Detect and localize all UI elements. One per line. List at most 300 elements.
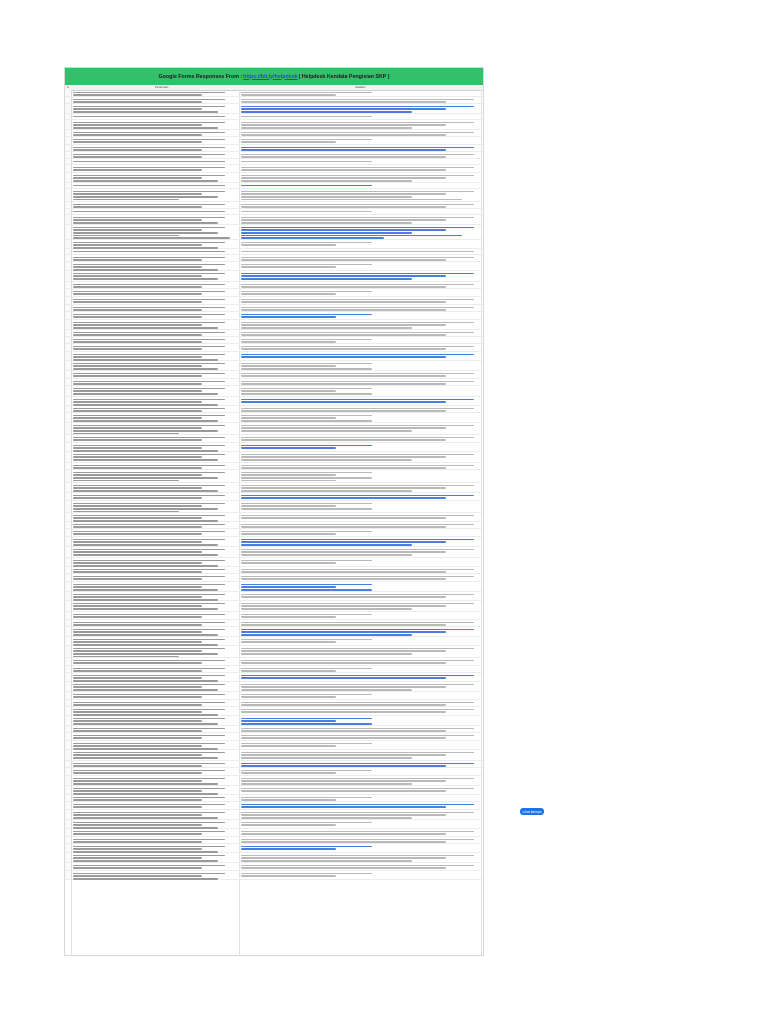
- answer-cell[interactable]: [241, 674, 479, 680]
- column-c-header[interactable]: Jawaban: [355, 86, 366, 89]
- answer-cell[interactable]: [241, 821, 479, 827]
- table-row[interactable]: [65, 786, 483, 795]
- text-line: [73, 641, 202, 643]
- answer-cell[interactable]: [241, 226, 479, 241]
- answer-cell[interactable]: [241, 387, 479, 396]
- table-row[interactable]: [65, 761, 483, 768]
- table-row[interactable]: [65, 483, 483, 493]
- answer-cell[interactable]: [241, 98, 479, 104]
- table-row[interactable]: [65, 90, 483, 97]
- answer-cell[interactable]: [241, 345, 479, 351]
- answer-cell[interactable]: [241, 872, 479, 878]
- question-cell[interactable]: [73, 647, 238, 659]
- text-line: [73, 605, 202, 607]
- table-row[interactable]: [65, 802, 483, 810]
- table-row[interactable]: [65, 574, 483, 582]
- table-row[interactable]: [65, 582, 483, 592]
- answer-cell[interactable]: [241, 693, 479, 699]
- answer-cell[interactable]: [241, 436, 479, 442]
- answer-cell[interactable]: [241, 362, 479, 371]
- question-cell[interactable]: [73, 777, 238, 786]
- question-cell[interactable]: [73, 762, 238, 768]
- text-line: [241, 415, 372, 417]
- question-cell[interactable]: [73, 91, 238, 97]
- question-cell[interactable]: [73, 98, 238, 104]
- question-cell[interactable]: [73, 146, 238, 152]
- answer-cell[interactable]: [241, 838, 479, 844]
- table-row[interactable]: [65, 820, 483, 829]
- answer-cell[interactable]: [241, 667, 479, 673]
- more-button[interactable]: Lihat lainnya: [520, 808, 544, 815]
- question-cell[interactable]: [73, 872, 238, 881]
- answer-cell[interactable]: [241, 256, 479, 262]
- row-number: [65, 337, 72, 343]
- table-row[interactable]: [65, 537, 483, 547]
- answer-cell[interactable]: [241, 407, 479, 413]
- answer-cell[interactable]: [241, 414, 479, 423]
- table-row[interactable]: [65, 352, 483, 361]
- table-row[interactable]: [65, 282, 483, 289]
- question-cell[interactable]: [73, 338, 238, 344]
- answer-cell[interactable]: [241, 762, 479, 768]
- question-cell[interactable]: [73, 854, 238, 863]
- answer-cell[interactable]: [241, 190, 479, 202]
- table-row[interactable]: [65, 741, 483, 750]
- question-cell[interactable]: [73, 272, 238, 281]
- answer-cell[interactable]: [241, 845, 479, 851]
- answer-cell[interactable]: [241, 471, 479, 483]
- answer-cell[interactable]: [241, 742, 479, 748]
- question-cell[interactable]: [73, 538, 238, 547]
- table-row[interactable]: [65, 337, 483, 344]
- table-row[interactable]: [65, 637, 483, 646]
- table-row[interactable]: [65, 750, 483, 761]
- table-row[interactable]: [65, 700, 483, 707]
- question-cell[interactable]: [73, 184, 238, 188]
- question-cell[interactable]: [73, 166, 238, 172]
- answer-cell[interactable]: [241, 283, 479, 289]
- answer-cell[interactable]: [241, 803, 479, 809]
- text-line: [241, 754, 446, 756]
- answer-cell[interactable]: [241, 464, 479, 470]
- question-cell[interactable]: [73, 464, 238, 470]
- table-row[interactable]: [65, 120, 483, 130]
- table-row[interactable]: [65, 592, 483, 601]
- answer-cell[interactable]: [241, 313, 479, 319]
- answer-cell[interactable]: [241, 105, 479, 114]
- table-row[interactable]: [65, 871, 483, 880]
- question-cell[interactable]: [73, 659, 238, 665]
- question-cell[interactable]: [73, 484, 238, 493]
- text-line: [73, 505, 202, 507]
- question-cell[interactable]: [73, 727, 238, 733]
- question-cell[interactable]: [73, 838, 238, 844]
- question-cell[interactable]: [73, 121, 238, 130]
- question-cell[interactable]: [73, 160, 238, 164]
- question-cell[interactable]: [73, 502, 238, 514]
- answer-cell[interactable]: [241, 502, 479, 511]
- text-line: [73, 196, 218, 198]
- table-row[interactable]: [65, 501, 483, 513]
- answer-cell[interactable]: [241, 751, 479, 760]
- table-row[interactable]: [65, 707, 483, 716]
- question-cell[interactable]: [73, 803, 238, 809]
- question-cell[interactable]: [73, 769, 238, 775]
- answer-cell[interactable]: [241, 811, 479, 820]
- question-cell[interactable]: [73, 864, 238, 870]
- text-line: [241, 480, 336, 482]
- answer-cell[interactable]: [241, 160, 479, 164]
- table-row[interactable]: [65, 255, 483, 262]
- question-cell[interactable]: [73, 250, 238, 254]
- answer-cell[interactable]: [241, 830, 479, 836]
- text-line: [73, 191, 225, 193]
- answer-cell[interactable]: [241, 628, 479, 637]
- question-cell[interactable]: [73, 387, 238, 396]
- answer-cell[interactable]: [241, 548, 479, 557]
- text-line: [241, 549, 474, 551]
- answer-cell[interactable]: [241, 538, 479, 547]
- text-line: [241, 737, 446, 739]
- question-cell[interactable]: [73, 216, 238, 225]
- text-line: [73, 237, 230, 239]
- question-cell[interactable]: [73, 701, 238, 707]
- answer-cell[interactable]: [241, 638, 479, 644]
- text-line: [73, 622, 225, 624]
- table-row[interactable]: [65, 225, 483, 240]
- question-cell[interactable]: [73, 530, 238, 536]
- question-cell[interactable]: [73, 621, 238, 627]
- table-row[interactable]: [65, 673, 483, 682]
- table-row[interactable]: [65, 397, 483, 406]
- table-row[interactable]: [65, 97, 483, 104]
- text-line: [241, 425, 474, 427]
- text-line: [73, 629, 225, 631]
- table-row[interactable]: [65, 423, 483, 435]
- table-row[interactable]: [65, 305, 483, 312]
- text-line: [73, 702, 225, 704]
- question-cell[interactable]: [73, 210, 238, 214]
- table-row[interactable]: [65, 776, 483, 786]
- answer-cell[interactable]: [241, 708, 479, 714]
- answer-cell[interactable]: [241, 338, 479, 344]
- table-row[interactable]: [65, 567, 483, 574]
- question-cell[interactable]: [73, 583, 238, 592]
- answer-cell[interactable]: [241, 613, 479, 619]
- question-cell[interactable]: [73, 811, 238, 820]
- text-line: [73, 812, 225, 814]
- row-number: [65, 750, 72, 760]
- table-row[interactable]: [65, 202, 483, 209]
- table-row[interactable]: [65, 733, 483, 741]
- table-row[interactable]: [65, 443, 483, 452]
- answer-cell[interactable]: [241, 602, 479, 611]
- question-cell[interactable]: [73, 203, 238, 209]
- table-row[interactable]: [65, 529, 483, 537]
- question-cell[interactable]: [73, 548, 238, 557]
- banner-link[interactable]: https://bit.ly/helpdesk: [243, 73, 298, 80]
- question-cell[interactable]: [73, 575, 238, 581]
- table-row[interactable]: [65, 470, 483, 483]
- table-row[interactable]: [65, 152, 483, 159]
- table-row[interactable]: [65, 463, 483, 470]
- table-row[interactable]: [65, 768, 483, 776]
- answer-cell[interactable]: [241, 683, 479, 692]
- table-row[interactable]: [65, 522, 483, 529]
- answer-cell[interactable]: [241, 331, 479, 337]
- answer-cell[interactable]: [241, 484, 479, 493]
- column-a-header[interactable]: A: [67, 86, 69, 89]
- table-row[interactable]: [65, 716, 483, 726]
- answer-cell[interactable]: [241, 166, 479, 172]
- answer-cell[interactable]: [241, 184, 479, 188]
- table-row[interactable]: [65, 104, 483, 114]
- question-cell[interactable]: [73, 380, 238, 386]
- question-cell[interactable]: [73, 436, 238, 442]
- table-row[interactable]: [65, 371, 483, 379]
- table-row[interactable]: [65, 726, 483, 733]
- table-row[interactable]: [65, 658, 483, 666]
- text-line: [73, 169, 202, 171]
- question-cell[interactable]: [73, 734, 238, 740]
- question-cell[interactable]: [73, 372, 238, 378]
- table-row[interactable]: [65, 145, 483, 152]
- question-cell[interactable]: [73, 494, 238, 500]
- question-cell[interactable]: [73, 414, 238, 423]
- text-line: [73, 185, 225, 187]
- text-line: [73, 526, 202, 528]
- table-row[interactable]: [65, 297, 483, 305]
- question-cell[interactable]: [73, 717, 238, 726]
- question-cell[interactable]: [73, 424, 238, 436]
- table-row[interactable]: [65, 493, 483, 501]
- answer-cell[interactable]: [241, 353, 479, 359]
- table-row[interactable]: [65, 406, 483, 413]
- answer-cell[interactable]: [241, 250, 479, 254]
- table-row[interactable]: [65, 435, 483, 443]
- answer-cell[interactable]: [241, 659, 479, 665]
- question-cell[interactable]: [73, 523, 238, 529]
- table-row[interactable]: [65, 262, 483, 271]
- question-cell[interactable]: [73, 471, 238, 483]
- answer-cell[interactable]: [241, 593, 479, 599]
- text-line: [73, 660, 225, 662]
- text-line: [73, 788, 225, 790]
- text-line: [241, 101, 446, 103]
- text-line: [73, 175, 225, 177]
- question-cell[interactable]: [73, 613, 238, 619]
- table-row[interactable]: [65, 646, 483, 658]
- table-row[interactable]: [65, 682, 483, 692]
- table-row[interactable]: [65, 692, 483, 700]
- answer-cell[interactable]: [241, 514, 479, 520]
- text-line: [241, 147, 474, 149]
- table-row[interactable]: [65, 795, 483, 802]
- cell-grid[interactable]: [65, 90, 483, 955]
- text-line: [241, 867, 446, 869]
- row-number: [65, 810, 72, 819]
- row-number: [65, 173, 72, 182]
- question-cell[interactable]: [73, 751, 238, 760]
- answer-cell[interactable]: [241, 138, 479, 144]
- text-line: [73, 770, 225, 772]
- answer-cell[interactable]: [241, 864, 479, 870]
- question-cell[interactable]: [73, 313, 238, 319]
- text-line: [241, 503, 372, 505]
- table-row[interactable]: [65, 413, 483, 423]
- answer-cell[interactable]: [241, 559, 479, 565]
- column-b-header[interactable]: Pertanyaan: [155, 86, 169, 89]
- answer-cell[interactable]: [241, 398, 479, 404]
- table-row[interactable]: [65, 513, 483, 522]
- question-cell[interactable]: [73, 226, 238, 241]
- text-line: [241, 560, 372, 562]
- table-row[interactable]: [65, 558, 483, 567]
- question-cell[interactable]: [73, 105, 238, 114]
- table-row[interactable]: [65, 844, 483, 853]
- table-row[interactable]: [65, 289, 483, 297]
- answer-cell[interactable]: [241, 734, 479, 740]
- answer-cell[interactable]: [241, 701, 479, 707]
- answer-cell[interactable]: [241, 241, 479, 247]
- table-row[interactable]: [65, 810, 483, 820]
- table-row[interactable]: [65, 863, 483, 871]
- answer-cell[interactable]: [241, 777, 479, 786]
- table-row[interactable]: [65, 165, 483, 173]
- table-row[interactable]: [65, 829, 483, 837]
- question-cell[interactable]: [73, 667, 238, 673]
- question-cell[interactable]: [73, 683, 238, 692]
- answer-cell[interactable]: [241, 174, 479, 183]
- answer-cell[interactable]: [241, 568, 479, 574]
- answer-cell[interactable]: [241, 854, 479, 863]
- table-row[interactable]: [65, 344, 483, 352]
- answer-cell[interactable]: [241, 424, 479, 433]
- answer-cell[interactable]: [241, 621, 479, 627]
- question-cell[interactable]: [73, 331, 238, 337]
- table-row[interactable]: [65, 601, 483, 612]
- question-cell[interactable]: [73, 796, 238, 802]
- answer-cell[interactable]: [241, 146, 479, 152]
- row-number: [65, 152, 72, 158]
- table-row[interactable]: [65, 189, 483, 202]
- row-number: [65, 692, 72, 699]
- table-row[interactable]: [65, 330, 483, 337]
- answer-cell[interactable]: [241, 575, 479, 581]
- table-row[interactable]: [65, 379, 483, 386]
- table-row[interactable]: [65, 137, 483, 145]
- answer-cell[interactable]: [241, 453, 479, 462]
- table-row[interactable]: [65, 386, 483, 397]
- question-cell[interactable]: [73, 256, 238, 262]
- question-cell[interactable]: [73, 693, 238, 699]
- answer-cell[interactable]: [241, 787, 479, 793]
- answer-cell[interactable]: [241, 796, 479, 802]
- question-cell[interactable]: [73, 602, 238, 611]
- answer-cell[interactable]: [241, 290, 479, 296]
- answer-cell[interactable]: [241, 203, 479, 209]
- table-row[interactable]: [65, 666, 483, 673]
- answer-cell[interactable]: [241, 494, 479, 500]
- question-cell[interactable]: [73, 362, 238, 371]
- answer-cell[interactable]: [241, 131, 479, 137]
- text-line: [241, 284, 474, 286]
- answer-cell[interactable]: [241, 321, 479, 330]
- question-cell[interactable]: [73, 290, 238, 296]
- table-row[interactable]: [65, 312, 483, 320]
- answer-cell[interactable]: [241, 717, 479, 726]
- table-row[interactable]: [65, 612, 483, 620]
- question-cell[interactable]: [73, 453, 238, 462]
- text-line: [73, 616, 202, 618]
- answer-cell[interactable]: [241, 306, 479, 312]
- table-row[interactable]: [65, 837, 483, 844]
- question-cell[interactable]: [73, 283, 238, 289]
- answer-cell[interactable]: [241, 121, 479, 130]
- question-cell[interactable]: [73, 407, 238, 413]
- question-cell[interactable]: [73, 138, 238, 144]
- question-cell[interactable]: [73, 298, 238, 304]
- question-cell[interactable]: [73, 345, 238, 351]
- question-cell[interactable]: [73, 115, 238, 119]
- answer-cell[interactable]: [241, 727, 479, 733]
- answer-cell[interactable]: [241, 298, 479, 304]
- table-row[interactable]: [65, 452, 483, 463]
- question-cell[interactable]: [73, 190, 238, 202]
- question-cell[interactable]: [73, 153, 238, 159]
- answer-cell[interactable]: [241, 583, 479, 592]
- text-line: [73, 515, 225, 517]
- answer-cell[interactable]: [241, 91, 479, 97]
- table-row[interactable]: [65, 627, 483, 637]
- question-cell[interactable]: [73, 174, 238, 183]
- answer-cell[interactable]: [241, 769, 479, 775]
- table-row[interactable]: [65, 620, 483, 627]
- answer-cell[interactable]: [241, 115, 479, 119]
- table-row[interactable]: [65, 240, 483, 249]
- answer-cell[interactable]: [241, 153, 479, 159]
- answer-cell[interactable]: [241, 530, 479, 536]
- answer-cell[interactable]: [241, 444, 479, 450]
- question-cell[interactable]: [73, 321, 238, 330]
- answer-cell[interactable]: [241, 372, 479, 378]
- answer-cell[interactable]: [241, 210, 479, 214]
- text-line: [73, 668, 225, 670]
- answer-cell[interactable]: [241, 216, 479, 225]
- answer-cell[interactable]: [241, 380, 479, 386]
- text-line: [73, 765, 202, 767]
- answer-cell[interactable]: [241, 647, 479, 656]
- question-cell[interactable]: [73, 830, 238, 836]
- table-row[interactable]: [65, 320, 483, 330]
- question-cell[interactable]: [73, 628, 238, 637]
- table-row[interactable]: [65, 215, 483, 225]
- table-row[interactable]: [65, 271, 483, 282]
- answer-cell[interactable]: [241, 272, 479, 281]
- question-cell[interactable]: [73, 568, 238, 574]
- text-line: [241, 860, 412, 862]
- table-row[interactable]: [65, 173, 483, 183]
- question-cell[interactable]: [73, 306, 238, 312]
- table-row[interactable]: [65, 853, 483, 863]
- answer-cell[interactable]: [241, 263, 479, 269]
- table-row[interactable]: [65, 547, 483, 558]
- table-row[interactable]: [65, 130, 483, 137]
- question-cell[interactable]: [73, 131, 238, 137]
- answer-cell[interactable]: [241, 523, 479, 529]
- text-line: [73, 743, 225, 745]
- table-row[interactable]: [65, 361, 483, 371]
